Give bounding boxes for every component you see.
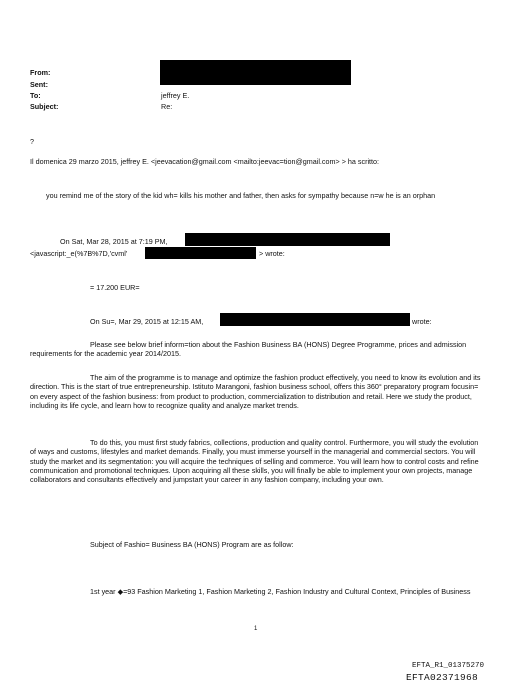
- redaction-from-sent: [160, 60, 351, 85]
- sat-javascript: <javascript:_e(%7B%7D,'cvml': [30, 249, 128, 258]
- quote-orphan: you remind me of the story of the kid wh= kills his mother and father, then asks for sympathy because n=w he is an orphan: [46, 191, 436, 200]
- to-value: jeffrey E.: [161, 91, 190, 100]
- first-year-line: 1st year ◆=93 Fashion Marketing 1, Fashion Marketing 2, Fashion Industry and Cultural Context, Principles of Business: [90, 587, 471, 596]
- price-line: = 17.200 EUR=: [90, 283, 140, 292]
- redaction-sun-sender: [220, 313, 410, 326]
- footer-id-2: EFTA02371968: [406, 672, 479, 683]
- italian-intro: Il domenica 29 marzo 2015, jeffrey E. <jeevacation@gmail.com <mailto:jeevac=tion@gmail.com> > ha scritto:: [30, 157, 380, 166]
- to-label: To:: [30, 91, 41, 100]
- sat-wrote: > wrote:: [259, 249, 285, 258]
- sat-line: On Sat, Mar 28, 2015 at 7:19 PM,: [60, 237, 168, 246]
- sun-wrote: wrote:: [412, 317, 432, 326]
- question-mark: ?: [30, 137, 34, 146]
- subject-value: Re:: [161, 102, 173, 111]
- paragraph-study: To do this, you must first study fabrics, collections, production and quality control. Furthermore, you will study the evolution of ways and customs, lifestyles and market demands. Finally, you must immerse yourself in the managerial and commercial sectors. You will study the market and its segmentation: you will acquire the techniques of selling and commerce. You will learn how to control costs and refine communication and promotional techniques. Upon acquiring all these skills, you will finally be able to implement your own projects, manage collaborators and consultants effectively and jumpstart your career in any fashion company, including your own.: [30, 438, 479, 485]
- sun-line: On Su=, Mar 29, 2015 at 12:15 AM,: [90, 317, 204, 326]
- footer-id-1: EFTA_R1_01375270: [412, 662, 485, 670]
- subject-program: Subject of Fashio= Business BA (HONS) Program are as follow:: [90, 540, 294, 549]
- sent-label: Sent:: [30, 80, 48, 89]
- from-label: From:: [30, 68, 51, 77]
- redaction-sat-email: [145, 247, 256, 259]
- redaction-sat-sender: [185, 233, 390, 246]
- paragraph-aim: The aim of the programme is to manage and optimize the fashion product effectively, you need to know its evolution and its direction. This is the start of true entrepreneurship. Istituto Marangoni, fashion business school, offers this 360° preparatory program focusin= on every aspect of the fashion business: from product to production, commercialization to distribution and retail. Here we study the product, including its life cycle, and learn how to recognize quality and analyze market trends.: [30, 373, 481, 411]
- paragraph-intro: Please see below brief inform=tion about the Fashion Business BA (HONS) Degree Programme, prices and admission requirements for the academic year 2014/2015.: [30, 340, 467, 359]
- subject-label: Subject:: [30, 102, 59, 111]
- page-number: 1: [254, 626, 258, 632]
